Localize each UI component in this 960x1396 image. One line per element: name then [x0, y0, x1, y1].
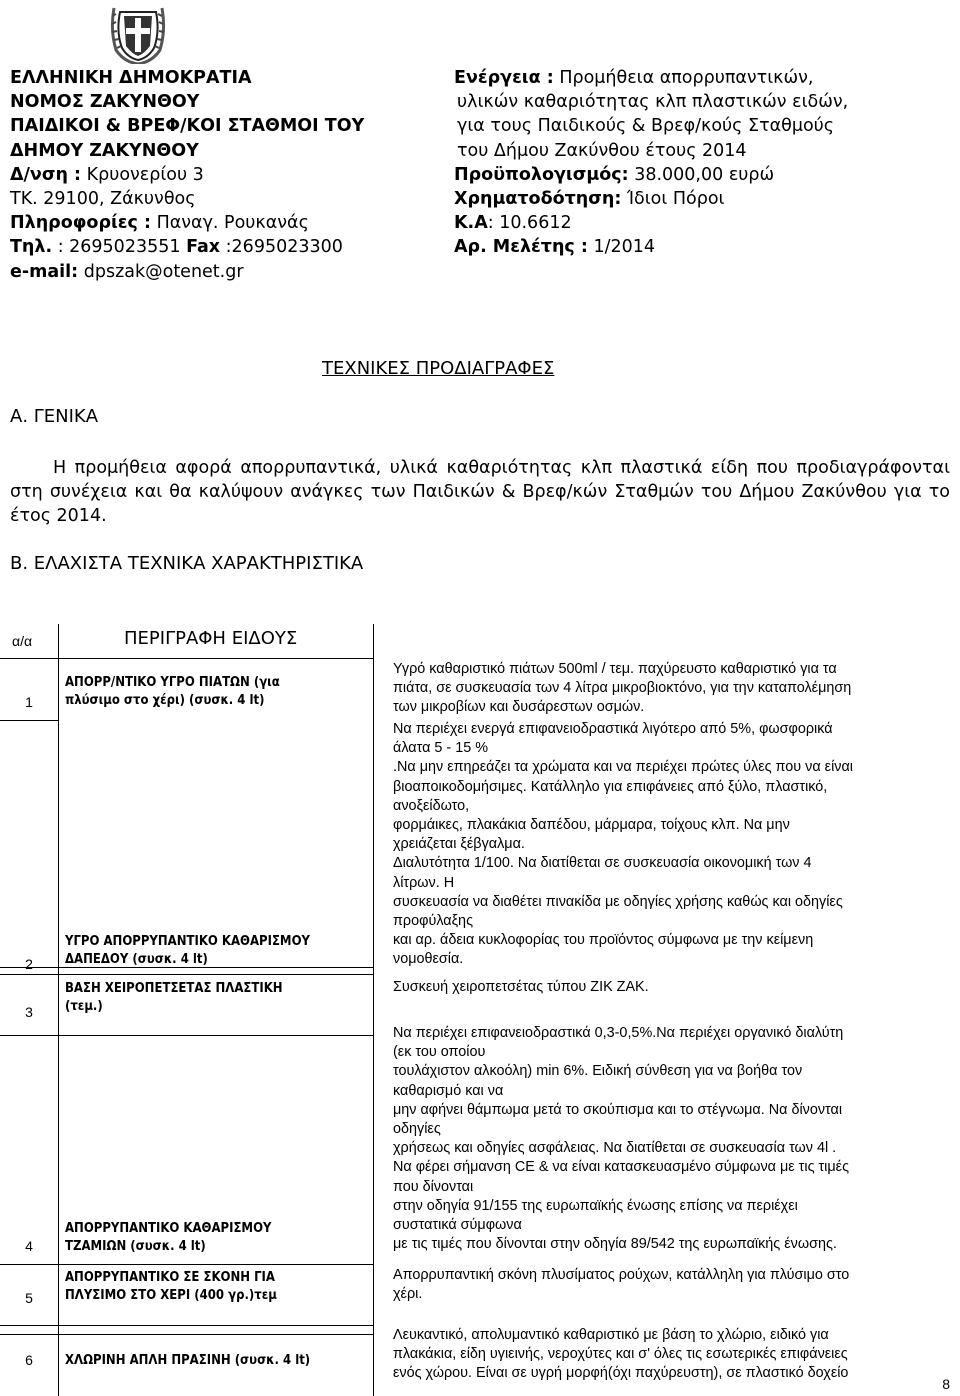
intro-paragraph: Η προμήθεια αφορά απορρυπαντικά, υλικά καθαριότητας κλπ πλαστικά είδη που προδιαγράφονται στη συνέχεια και θα καλύψουν ανάγκες των Παιδικών & Βρεφ/κών Σταθμών του Δήμου Ζακύνθου για το έτος 2014.: [10, 458, 950, 527]
item-number: 2: [25, 956, 33, 972]
action-line: Ενέργεια : Προμήθεια απορρυπαντικών,: [454, 68, 814, 88]
section-b-heading: Β. ΕΛΑΧΙΣΤΑ ΤΕΧΝΙΚΑ ΧΑΡΑΚΤΗΡΙΣΤΙΚΑ: [10, 553, 364, 574]
item-1-specification: Υγρό καθαριστικό πιάτων 500ml / τεμ. παχύρευστο καθαριστικό για τα πιάτα, σε συσκευασία των 4 λίτρα μικροβιοκτόνο, για την καταπολέμηση των μικροβίων και δυσάρεστων οσμών.: [393, 661, 852, 716]
ka-line: Κ.Α: 10.6612: [454, 213, 572, 234]
header-left-block: [10, 66, 435, 284]
item-description: ΧΛΩΡΙΝΗ ΑΠΛΗ ΠΡΑΣΙΝΗ (συσκ. 4 lt): [65, 1353, 311, 1368]
header-right-block: [454, 66, 954, 260]
item-3-specification: Συσκευή χειροπετσέτας τύπου ΖΙΚ ΖΑΚ.: [393, 979, 649, 995]
item-2-specification: Να περιέχει ενεργά επιφανειοδραστικά λιγότερο από 5%, φωσφορικά άλατα 5 - 15 % .Να μην επηρεάζει τα χρώματα και να περιέχει πρώτες ύλες που να είναι βιοαποικοδομήσιμες. Κατάλληλο για επιφάνειες από ξύλο, πλαστικό, ανοξείδωτο, φορμάικες, πλακάκια δαπέδου, μάρμαρα, τοίχους κλπ. Να μην χρειάζεται ξέβγαλμα. Διαλυτότητα 1/100. Να διατίθεται σε συσκευασία οικονομική των 4 λίτρων. Η συσκευασία να διαθέτει πινακίδα με οδηγίες χρήσης καθώς και οδηγίες προφύλαξης και αρ. άδεια κυκλοφορίας του προϊόντος σύμφωνα με την κείμενη νομοθεσία.: [393, 721, 853, 968]
item-description: ΥΓΡΟ ΑΠΟΡΡΥΠΑΝΤΙΚΟ ΚΑΘΑΡΙΣΜΟΥ ΔΑΠΕΔΟΥ (συσκ. 4 lt): [65, 934, 310, 967]
organization-line1: ΠΑΙΔΙΚΟΙ & ΒΡΕΦ/ΚΟΙ ΣΤΑΘΜΟΙ ΤΟΥ: [10, 116, 365, 137]
section-a-heading: Α. ΓΕΝΙΚΑ: [10, 406, 99, 427]
item-number: 3: [25, 1004, 33, 1020]
address-line: Δ/νση : Κρυονερίου 3: [10, 164, 204, 185]
item-number: 6: [25, 1352, 33, 1368]
item-description: ΒΑΣΗ ΧΕΙΡΟΠΕΤΣΕΤΑΣ ΠΛΑΣΤΙΚΗ (τεμ.): [65, 981, 283, 1014]
phone-line: Τηλ. : 2695023551 Fax :2695023300: [10, 237, 343, 258]
info-line: Πληροφορίες : Παναγ. Ρουκανάς: [10, 213, 309, 234]
action-line3: για τους Παιδικούς & Βρεφ/κούς Σταθμούς: [457, 116, 835, 137]
item-4-specification: Να περιέχει επιφανειοδραστικά 0,3-0,5%.Να περιέχει οργανικό διαλύτη (εκ του οποίου τουλάχιστον αλκοόλη) min 6%. Ειδική σύνθεση για να βοήθα τον καθαρισμό και να μην αφήνει θάμπωμα μετά το σκούπισμα και το στέγνωμα. Να δίνονται οδηγίες χρήσεως και οδηγίες ασφάλειας. Να διατίθεται σε συσκευασία των 4l . Να φέρει σήμανση CE & να είναι κατασκευασμένο σύμφωνα με τις τιμές που δίνονται στην οδηγία 91/155 της ευρωπαϊκής ένωσης επίσης να περιέχει συστατικά σύμφωνα με τις τιμές που δίνονται στην οδηγία 89/542 της ευρωπαϊκής ένωσης.: [393, 1025, 850, 1253]
item-description: ΑΠΟΡΡΥΠΑΝΤΙΚΟ ΚΑΘΑΡΙΣΜΟΥ ΤΖΑΜΙΩΝ (συσκ. 4 lt): [65, 1221, 272, 1254]
item-description: ΑΠΟΡΡΥΠΑΝΤΙΚΟ ΣΕ ΣΚΟΝΗ ΓΙΑ ΠΛΥΣΙΜΟ ΣΤΟ ΧΕΡΙ (400 γρ.)τεμ: [65, 1270, 277, 1303]
item-number: 5: [25, 1290, 33, 1306]
action-line2: υλικών καθαριότητας κλπ πλαστικών ειδών,: [457, 92, 849, 113]
item-number: 1: [25, 694, 33, 710]
item-5-specification: Απορρυπαντική σκόνη πλυσίματος ρούχων, κατάλληλη για πλύσιμο στο χέρι.: [393, 1267, 850, 1303]
organization-line2: ΔΗΜΟΥ ΖΑΚΥΝΘΟΥ: [10, 140, 199, 161]
prefecture-name: ΝΟΜΟΣ ΖΑΚΥΝΘΟΥ: [10, 92, 200, 113]
postcode-line: ΤΚ. 29100, Ζάκυνθος: [10, 189, 196, 210]
page-number: 8: [942, 1376, 950, 1392]
greek-coat-of-arms-icon: [106, 2, 170, 64]
document-title: ΤΕΧΝΙΚΕΣ ΠΡΟΔΙΑΓΡΑΦΕΣ: [322, 358, 555, 379]
country-name: ΕΛΛΗΝΙΚΗ ΔΗΜΟΚΡΑΤΙΑ: [10, 68, 252, 88]
action-line4: του Δήμου Ζακύνθου έτους 2014: [457, 140, 747, 161]
item-number: 4: [25, 1238, 33, 1254]
funding-line: Χρηματοδότηση: Ίδιοι Πόροι: [454, 189, 725, 210]
column-header-description: ΠΕΡΙΓΡΑΦΗ ΕΙΔΟΥΣ: [124, 628, 298, 649]
column-header-number: α/α: [12, 633, 33, 649]
budget-line: Προϋπολογισμός: 38.000,00 ευρώ: [454, 164, 775, 185]
study-line: Αρ. Μελέτης : 1/2014: [454, 237, 656, 258]
item-6-specification: Λευκαντικό, απολυμαντικό καθαριστικό με βάση το χλώριο, ειδικό για πλακάκια, είδη υγιεινής, νεροχύτες και σ' όλες τις εσωτερικές επιφάνειες ενός χώρου. Είναι σε υγρή μορφή(όχι παχύρευστη), σε πλαστικό δοχείο: [393, 1327, 849, 1382]
item-description: ΑΠΟΡΡ/ΝΤΙΚΟ ΥΓΡΟ ΠΙΑΤΩΝ (για πλύσιμο στο χέρι) (συσκ. 4 lt): [65, 675, 280, 708]
email-line: e-mail: dpszak@otenet.gr: [10, 261, 244, 282]
specifications-table: [0, 624, 960, 1396]
